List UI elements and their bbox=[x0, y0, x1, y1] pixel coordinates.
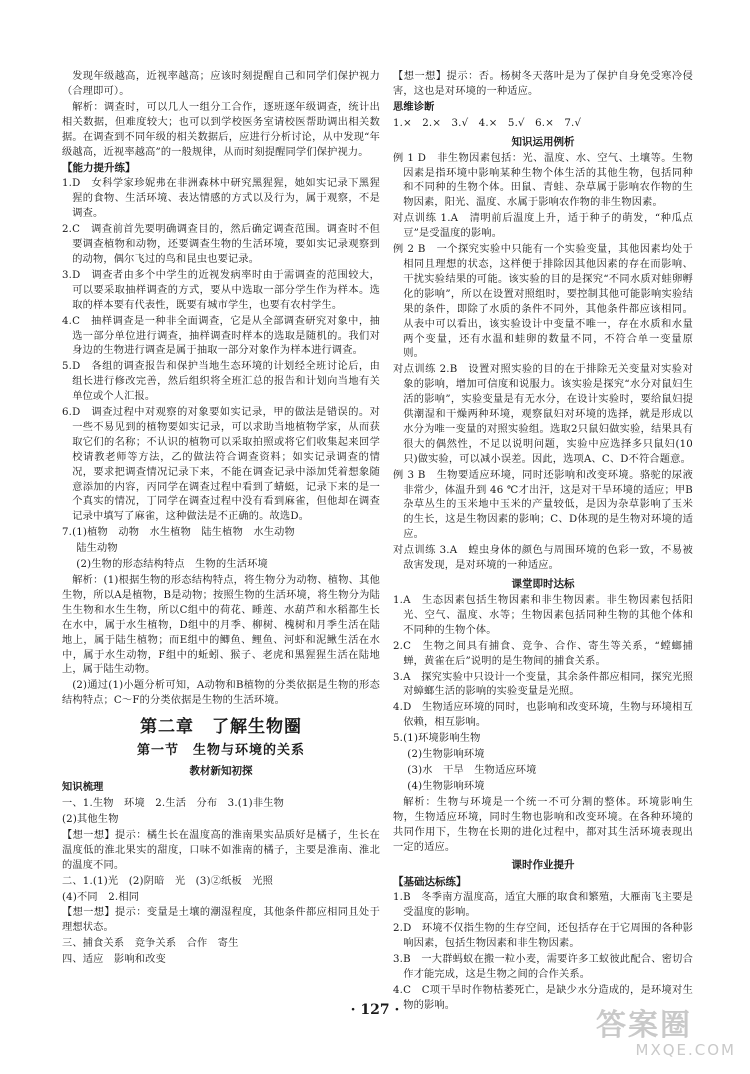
page-number: · 127 · bbox=[350, 1002, 400, 1018]
basic-heading: 【基础达标练】 bbox=[393, 876, 467, 889]
q7-line: 陆生动物 bbox=[76, 543, 118, 555]
class-item: 1.A 生态因素包括生物因素和非生物因素。非生物因素包括阳光、空气、温度、水等；生物因素包括同种生物的其他个体和不同种的生物个体。 bbox=[393, 595, 693, 636]
drill-item: 对点训练 2.B 设置对照实验的目的在于排除无关变量对实验对象的影响，增加可信度和说服力。该实验是探究“水分对鼠妇生活的影响”，实验变量是有无水分，在设计实验时，要给鼠妇提供潮湿和干燥两种环境，观察鼠妇对环境的选择，就是形成以水分为唯一变量的对照实验组。选取2只鼠妇做实验，结果具有很大的偶然性，不足以说明问题，实验中应选择多只鼠妇(10只)做实验，可以减小误差。因此，选项A、C、D不符合题意。 bbox=[393, 364, 693, 465]
drill-item: 对点训练 1.A 清明前后温度上升，适于种子的萌发，“种瓜点豆”是受温度的影响。 bbox=[393, 213, 693, 240]
ability-item: 1.D 女科学家珍妮弗在非洲森林中研究黑猩猩，她如实记录下黑猩猩的食物、生活环境、表达情感的方式以及行为，属于观察，不是调查。 bbox=[62, 178, 380, 220]
example-item: 例 1 D 非生物因素包括：光、温度、水、空气、土壤等。生物因素是指环境中影响某种生物个体生活的其他生物，包括同种和不同种的生物个体。田鼠、青蛙、杂草属于影响农作物的生物因素，阳光、温度、水属于影响农作物的非生物因素。 bbox=[393, 152, 693, 209]
class-item: 2.C 生物之间具有捕食、竞争、合作、寄生等关系，“螳螂捕蝉，黄雀在后”说明的是生物间的捕食关系。 bbox=[393, 640, 693, 667]
diagnose-heading: 思维诊断 bbox=[393, 101, 435, 113]
q7-analysis: 解析：(1)根据生物的形态结构特点，将生物分为动物、植物、其他生物，所以A是植物，B是动物；按照生物的生活环境，将生物分为陆生生物和水生生物，所以C组中的荷花、睡莲、水葫芦和水稻都生长在水中，属于水生植物，D组中的月季、柳树、槐树和月季生活在陆地上，属于陆生植物；而E组中的鲫鱼、鲤鱼、河虾和泥鳅生活在水中，属于水生动物，F组中的蚯蚓、猴子、老虎和黑猩猩生活在陆地上，属于陆生动物。 bbox=[62, 575, 380, 676]
knowledge-line: 三、捕食关系 竞争关系 合作 寄生 bbox=[62, 938, 239, 950]
think-tip: 【想一想】提示：否。杨树冬天落叶是为了保护自身免受寒冷侵害，这也是对环境的一种适应。 bbox=[393, 71, 693, 97]
example-item: 例 2 B 一个探究实验中只能有一个实验变量，其他因素均处于相同且理想的状态，这样便于排除因其他因素的存在而影响、干扰实验结果的可能。该实验的目的是探究“不同水质对蛙卵孵化的影响”，所以在设置对照组时，要控制其他可能影响实验结果的条件，即除了水质的条件不同外，其他条件都应该相同。从表中可以看出，该实验设计中变量不唯一，存在水质和水量两个变量，还有水温和蛙卵的数量不同，不符合单一变量原则。 bbox=[393, 244, 693, 360]
analysis-text: 解析：调查时，可以几人一组分工合作，逐班逐年级调查，统计出相关数据，但难度较大；也可以到学校医务室请校医帮助调出相关数据。在调查到不同年级的相关数据后，应进行分析讨论，从中发现“年级越高，近视率越高”的一般规律，从而时刻提醒同学们保护视力。 bbox=[62, 101, 380, 158]
think-tip: 【想一想】提示：橘生长在温度高的淮南果实品质好是橘子，生长在温度低的淮北果实的甜度，口味不如淮南的橘子，主要是淮南、淮北的温度不同。 bbox=[62, 829, 380, 871]
q7-analysis: (2)通过(1)小题分析可知，A动物和B植物的分类依据是生物的形态结构特点；C～F的分类依据是生物的生活环境。 bbox=[62, 680, 380, 707]
basic-item: 1.B 冬季南方温度高，适宜大雁的取食和繁殖，大雁南飞主要是受温度的影响。 bbox=[393, 892, 693, 919]
class-item: 5.(1)环境影响生物 bbox=[393, 733, 481, 745]
think-tip: 【想一想】提示：变量是土壤的潮湿程度，其他条件都应相同且处于理想状态。 bbox=[62, 907, 380, 934]
class-analysis: 解析：生物与环境是一个统一不可分割的整体。环境影响生物，生物适应环境，同时生物也影响和改变环境。在各种环境的共同作用下，生物在长期的进化过程中，都对其生活环境表现出一定的适应。 bbox=[393, 796, 693, 853]
knowledge-line: 一、1.生物 环境 2.生活 分布 3.(1)非生物 bbox=[62, 798, 284, 810]
class-heading: 课堂即时达标 bbox=[511, 578, 575, 590]
right-column bbox=[393, 70, 693, 1015]
ability-item: 2.C 调查前首先要明确调查目的，然后确定调查范围。调查时不但要调查植物和动物，还要调查生物的生活环境，要如实记录观察到的动物，偶尔飞过的鸟和昆虫也要记录。 bbox=[62, 224, 380, 265]
basic-item: 2.D 环境不仅指生物的生存空间，还包括存在于它周围的各种影响因素，包括生物因素和非生物因素。 bbox=[393, 923, 693, 950]
q7-line: 7.(1)植物 动物 水生植物 陆生植物 水生动物 bbox=[62, 527, 295, 539]
knowledge-line: 二、1.(1)光 (2)阴暗 光 (3)②纸板 光照 bbox=[62, 875, 274, 887]
homework-heading: 课时作业提升 bbox=[511, 859, 575, 872]
watermark-logo bbox=[596, 1010, 736, 1062]
class-item: 3.A 探究实验中只设计一个变量，其余条件都应相同，探究光照对蟑螂生活的影响的实验变量是光照。 bbox=[393, 671, 693, 698]
apply-heading: 知识运用例析 bbox=[511, 135, 575, 148]
explore-heading: 教材新知初探 bbox=[189, 765, 253, 778]
basic-item: 3.B 一大群蚂蚁在搬一粒小麦，需要许多工蚁彼此配合、密切合作才能完成，这是生物之间的合作关系。 bbox=[393, 954, 693, 980]
diagnose-answers: 1.× 2.× 3.√ 4.× 5.√ 6.× 7.√ bbox=[393, 117, 582, 129]
knowledge-line: (2)其他生物 bbox=[62, 813, 119, 825]
knowledge-line: 四、适应 影响和改变 bbox=[62, 954, 166, 966]
ability-item: 5.D 各组的调查报告和保护当地生态环境的计划经全班讨论后，由组长进行修改完善，然后组织将全班汇总的报告和计划向当地有关单位或个人汇报。 bbox=[62, 361, 380, 403]
ability-item: 3.D 调查者由多个中学生的近视发病率时由于需调查的范围较大，可以要采取抽样调查的方式，要从中选取一部分学生作为样本。选取的样本要有代表性，既要有城市学生，也要有农村学生。 bbox=[62, 269, 380, 311]
example-item: 例 3 B 生物要适应环境，同时还影响和改变环境。骆驼的尿液非常少，体温升到 46 ℃才出汗，这是对干旱环境的适应；甲B杂草丛生的玉米地中玉米的产量较低，是因为杂草影响了玉米的生长，这是生物因素的影响；C、D体现的是生物对环境的适应。 bbox=[393, 469, 693, 541]
drill-item: 对点训练 3.A 蝗虫身体的颜色与周围环境的色彩一致，不易被敌害发现，是对环境的一种适应。 bbox=[393, 545, 693, 572]
left-column bbox=[62, 70, 380, 969]
ability-heading: 【能力提升练】 bbox=[62, 162, 136, 175]
ability-item: 4.C 抽样调查是一种非全面调查，它是从全部调查研究对象中，抽选一部分单位进行调查，抽样调查时样本的选取是随机的。我们对身边的生物进行调查是属于抽取一部分对象作为样本进行调查。 bbox=[62, 315, 380, 357]
chapter-title: 第二章 了解生物圈 bbox=[140, 717, 302, 738]
basic-item: 4.C C项干旱时作物枯萎死亡，是缺少水分造成的，是环境对生物的影响。 bbox=[393, 984, 693, 1011]
class-item: (3)水 干旱 生物适应环境 bbox=[407, 764, 537, 776]
q7-line: (2)生物的形态结构特点 生物的生活环境 bbox=[76, 559, 268, 571]
watermark-text: 答案圈 bbox=[596, 1008, 692, 1043]
knowledge-heading: 知识梳理 bbox=[62, 782, 104, 794]
class-item: 4.D 生物适应环境的同时，也影响和改变环境，生物与环境相互依赖，相互影响。 bbox=[393, 702, 693, 729]
ability-item: 6.D 调查过程中对观察的对象要如实记录，甲的做法是错误的。对一些不易见到的植物要如实记录，可以求助当地植物学家，从而获取它们的名称；不认识的植物可以采取拍照或将它们收集起来回学校请教老师等方法，乙的做法符合调查资料；如实记录调查的情况，要求把调查情况记录下来，不能在调查记录中添加凭着想象随意添加的内容，丙同学在调查过程中看到了蜻蜓，记录下来的是一个真实的情况，丁同学在调查过程中没有看到麻雀，但他却在调查记录中填写了麻雀，这种做法是不正确的。故选D。 bbox=[62, 407, 380, 523]
section-title: 第一节 生物与环境的关系 bbox=[136, 743, 305, 759]
class-item: (4)生物影响环境 bbox=[407, 780, 485, 792]
watermark-url: MXQE.COM bbox=[635, 1041, 736, 1059]
knowledge-line: (4)不同 2.相同 bbox=[62, 891, 140, 903]
class-item: (2)生物影响环境 bbox=[407, 749, 485, 761]
answer-text: 发现年级越高，近视率越高；应该时刻提醒自己和同学们保护视力（合理即可）。 bbox=[62, 71, 380, 97]
